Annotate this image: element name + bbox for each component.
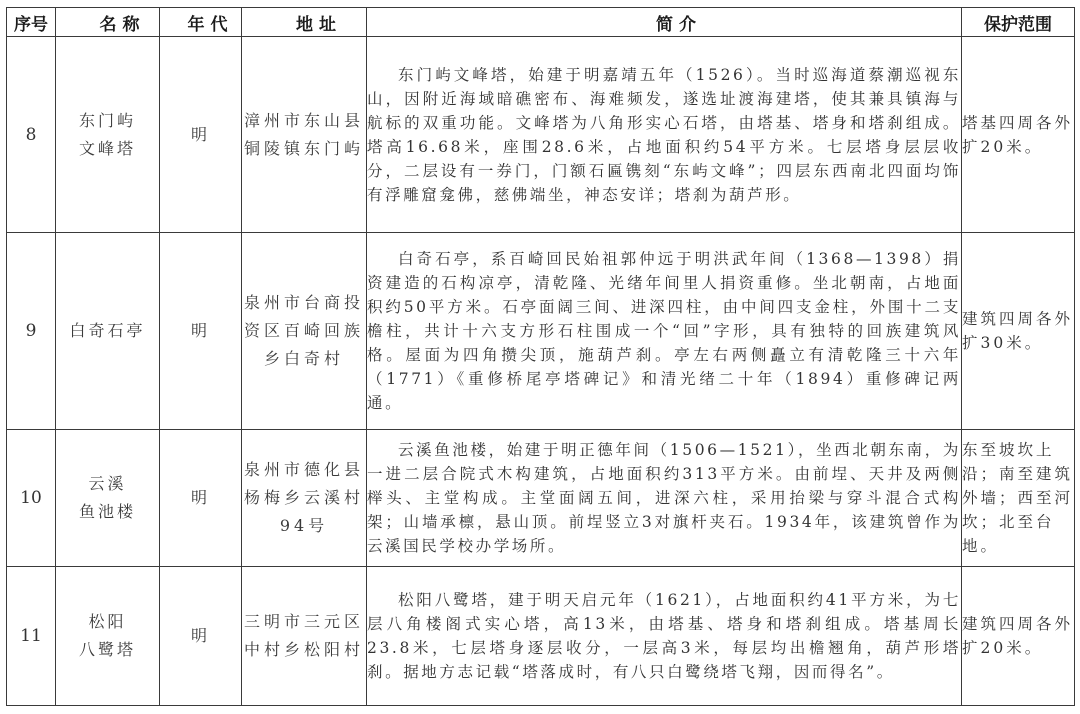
table-row [7,430,1075,567]
site-address: 漳州市东山县铜陵镇东门屿 [242,37,367,233]
site-address: 泉州市台商投资区百崎回族乡白奇村 [242,233,367,430]
site-name [56,233,160,430]
row-index: 8 [7,37,56,233]
site-name [56,37,160,233]
site-protection-range: 塔基四周各外扩20米。 [962,37,1075,233]
site-name-line: 鱼池楼 [78,502,136,521]
site-name [56,567,160,706]
site-description-text: 云溪鱼池楼，始建于明正德年间（1506—1521），坐西北朝东南，为一进二层合院式木构建筑，占地面积约313平方米。由前埕、天井及两侧榉头、主堂构成。主堂面阔五间，进深六柱，采用抬梁与穿斗混合式构架；山墙承檩，悬山顶。前埕竖立3对旗杆夹石。1934年，该建筑曾作为云溪国民学校办学场所。 [367,441,961,555]
site-description [367,37,962,233]
table-row [7,37,1075,233]
site-protection-range: 东至坡坎上沿；南至建筑外墙；西至河坎；北至台地。 [962,430,1075,567]
site-name-line: 云溪 [88,474,127,493]
header-protection: 保护范围 [962,8,1075,37]
site-name-line: 松阳 [88,612,127,631]
heritage-sites-table [6,7,1075,706]
table-row [7,233,1075,430]
site-era: 明 [160,567,242,706]
site-era: 明 [160,430,242,567]
site-name-line: 文峰塔 [78,138,136,158]
site-name-line: 白奇石亭 [69,321,146,340]
site-description [367,567,962,706]
table-header-row [7,8,1075,37]
site-description [367,233,962,430]
site-name-line: 八鹭塔 [78,640,136,659]
site-address: 三明市三元区中村乡松阳村 [242,567,367,706]
header-address: 地 址 [242,8,367,37]
site-protection-range: 建筑四周各外扩20米。 [962,567,1075,706]
header-description: 简 介 [367,8,962,37]
site-name [56,430,160,567]
table-row [7,567,1075,706]
header-era: 年 代 [160,8,242,37]
site-address: 泉州市德化县杨梅乡云溪村94号 [242,430,367,567]
site-description-text: 白奇石亭，系百崎回民始祖郭仲远于明洪武年间（1368—1398）捐资建造的石构凉亭，清乾隆、光绪年间里人捐资重修。坐北朝南，占地面积约50平方米。石亭面阔三间、进深四柱，由中间四支金柱，外围十二支檐柱，共计十六支方形石柱围成一个“回”字形，具有独特的回族建筑风格。屋面为四角攒尖顶，施葫芦刹。亭左右两侧矗立有清乾隆三十六年（1771）《重修桥尾亭塔碑记》和清光绪二十年（1894）重修碑记两通。 [367,250,961,412]
row-index: 10 [7,430,56,567]
site-era: 明 [160,37,242,233]
site-description-text: 松阳八鹭塔，建于明天启元年（1621），占地面积约41平方米，为七层八角楼阁式实心塔，高13米，由塔基、塔身和塔刹组成。塔基周长23.8米，七层塔身逐层收分，一层高3米，每层均出檐翘角，葫芦形塔刹。据地方志记载“塔落成时，有八只白鹭绕塔飞翔，因而得名”。 [367,591,961,681]
site-protection-range: 建筑四周各外扩30米。 [962,233,1075,430]
header-index: 序号 [7,8,56,37]
site-name-line: 东门屿 [78,110,136,130]
site-description [367,430,962,567]
header-name: 名 称 [56,8,160,37]
row-index: 11 [7,567,56,706]
row-index: 9 [7,233,56,430]
site-era: 明 [160,233,242,430]
site-description-text: 东门屿文峰塔，始建于明嘉靖五年（1526）。当时巡海道蔡潮巡视东山，因附近海域暗礁密布、海难频发，遂选址渡海建塔，使其兼具镇海与航标的双重功能。文峰塔为八角形实心石塔，由塔基、塔身和塔刹组成。塔高16.68米，座围28.6米，占地面积约54平方米。七层塔身层层收分，二层设有一券门，门额石匾镌刻“东屿文峰”；四层东西南北四面均饰有浮雕窟龛佛，慈佛端坐，神态安详；塔刹为葫芦形。 [367,65,961,204]
